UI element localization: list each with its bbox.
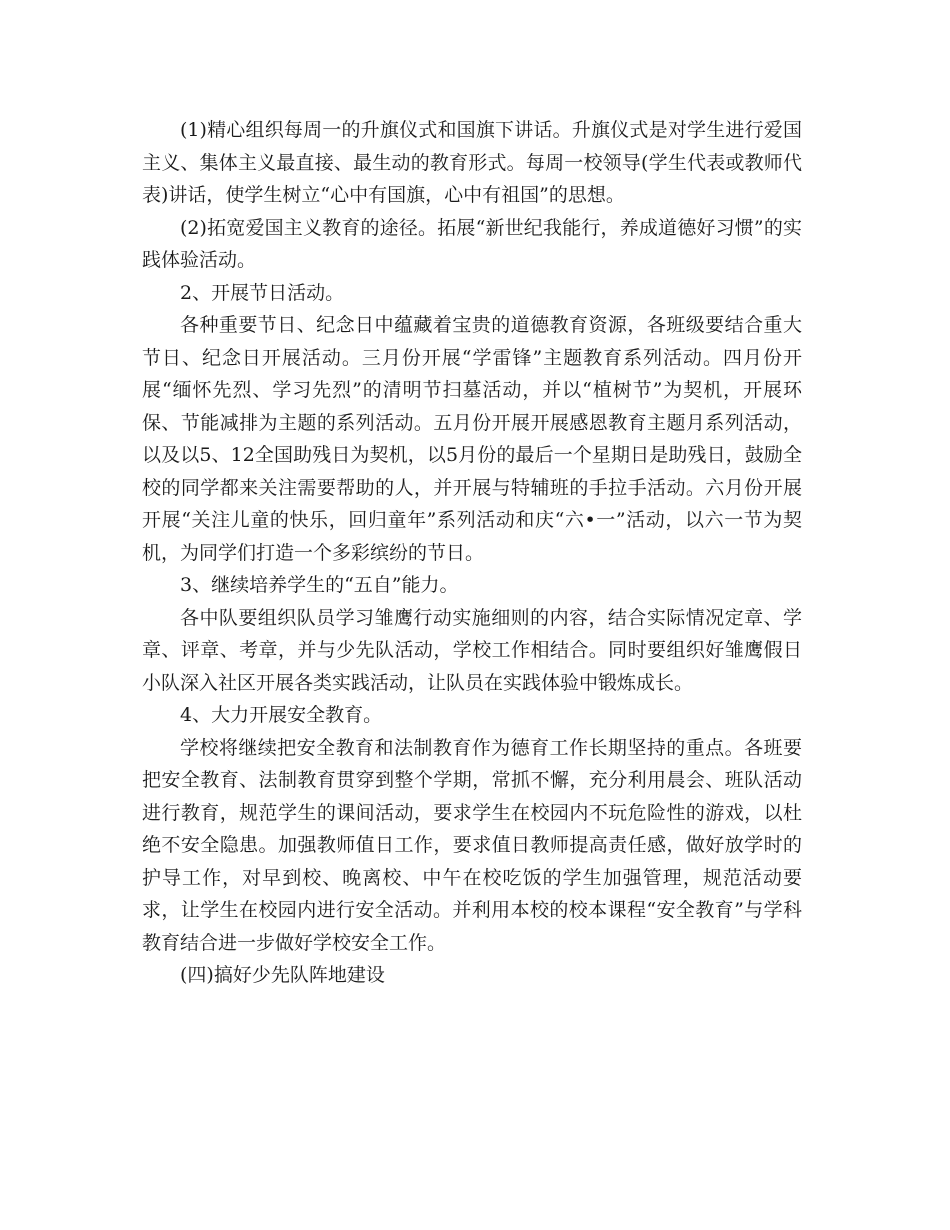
paragraph-five-self-abilities: 各中队要组织队员学习雏鹰行动实施细则的内容，结合实际情况定章、学章、评章、考章，并与少先队活动，学校工作相结合。同时要组织好雏鹰假日小队深入社区开展各类实践活动，让队员在实践体验中锻炼成长。: [142, 606, 802, 694]
heading-five-self-abilities: 3、继续培养学生的“五自”能力。: [180, 574, 459, 596]
paragraph-festival-activities: 各种重要节日、纪念日中蕴藏着宝贵的道德教育资源，各班级要结合重大节日、纪念日开展活动。三月份开展“学雷锋”主题教育系列活动。四月份开展“缅怀先烈、学习先烈”的清明节扫墓活动，并以“植树节”为契机，开展环保、节能减排为主题的系列活动。五月份开展开展感恩教育主题月系列活动，以及以5、12全国助残日为契机，以5月份的最后一个星期日是助残日，鼓励全校的同学都来关注需要帮助的人，并开展与特辅班的手拉手活动。六月份开展开展“关注儿童的快乐，回归童年”系列活动和庆“六•一”活动，以六一节为契机，为同学们打造一个多彩缤纷的节日。: [142, 314, 802, 564]
document-body: [142, 114, 802, 992]
paragraph-flag-ceremony: (1)精心组织每周一的升旗仪式和国旗下讲话。升旗仪式是对学生进行爱国主义、集体主义最直接、最生动的教育形式。每周一校领导(学生代表或教师代表)讲话，使学生树立“心中有国旗，心中有祖国”的思想。: [142, 119, 802, 206]
heading-safety-education: 4、大力开展安全教育。: [180, 704, 383, 726]
paragraph-patriotic-education: (2)拓宽爱国主义教育的途径。拓展“新世纪我能行，养成道德好习惯”的实践体验活动。: [142, 216, 802, 271]
heading-pioneer-base: (四)搞好少先队阵地建设: [180, 964, 385, 986]
heading-festival-activities: 2、开展节日活动。: [180, 281, 345, 304]
paragraph-safety-education: 学校将继续把安全教育和法制教育作为德育工作长期坚持的重点。各班要把安全教育、法制教育贯穿到整个学期，常抓不懈，充分利用晨会、班队活动进行教育，规范学生的课间活动，要求学生在校园内不玩危险性的游戏，以杜绝不安全隐患。加强教师值日工作，要求值日教师提高责任感，做好放学时的护导工作，对早到校、晚离校、中午在校吃饭的学生加强管理，规范活动要求，让学生在校园内进行安全活动。并利用本校的校本课程“安全教育”与学科教育结合进一步做好学校安全工作。: [142, 736, 802, 954]
